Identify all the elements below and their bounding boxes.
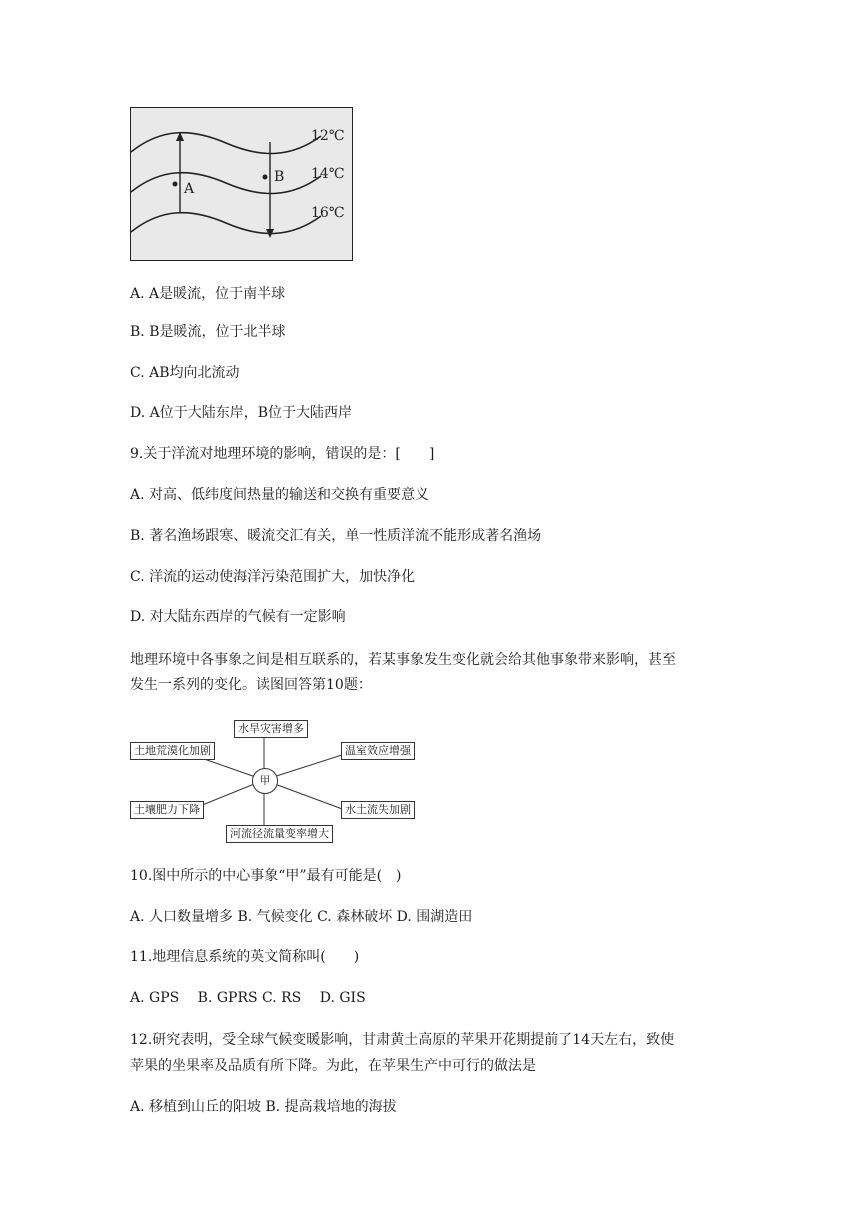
q11-options: A. GPS B. GPRS C. RS D. GIS	[130, 990, 366, 1006]
box-lower-left: 土壤肥力下降	[130, 801, 204, 819]
q9-option-a: A. 对高、低纬度间热量的输送和交换有重要意义	[130, 487, 430, 503]
q9-stem: 9.关于洋流对地理环境的影响，错误的是：[ ]	[130, 446, 435, 462]
isotherm-14	[131, 173, 321, 194]
isotherm-16	[131, 213, 321, 234]
point-b-label: B	[274, 169, 285, 185]
q12-stem-line-1: 12.研究表明，受全球气候变暖影响，甘肃黄土高原的苹果开花期提前了14天左右，致使	[130, 1032, 675, 1048]
point-a-label: A	[184, 181, 195, 197]
q12-options: A. 移植到山丘的阳坡 B. 提高栽培地的海拔	[130, 1099, 397, 1115]
q9-option-c: C. 洋流的运动使海洋污染范围扩大，加快净化	[130, 569, 416, 585]
box-upper-right: 温室效应增强	[341, 742, 415, 760]
q10-stem: 10.图中所示的中心事象“甲”最有可能是( )	[130, 868, 402, 884]
box-lower-right: 水土流失加剧	[341, 801, 415, 819]
q8-option-c: C. AB均向北流动	[130, 365, 240, 381]
q10-options: A. 人口数量增多 B. 气候变化 C. 森林破坏 D. 围湖造田	[130, 909, 473, 925]
q9-option-b: B. 著名渔场跟寒、暖流交汇有关，单一性质洋流不能形成著名渔场	[130, 528, 542, 544]
q11-stem: 11.地理信息系统的英文简称叫( )	[130, 949, 360, 965]
q8-option-a: A. A是暖流，位于南半球	[130, 286, 286, 302]
point-a-dot	[173, 182, 178, 187]
isotherm-12-label: 12℃	[311, 128, 345, 144]
point-b-dot	[263, 175, 268, 180]
q8-option-d: D. A位于大陆东岸，B位于大陆西岸	[130, 405, 353, 421]
center-node: 甲	[252, 768, 278, 794]
box-bottom: 河流径流量变率增大	[226, 825, 333, 843]
radial-diagram	[130, 716, 430, 846]
box-top: 水旱灾害增多	[234, 720, 308, 738]
isotherm-12	[131, 133, 321, 154]
q8-option-b: B. B是暖流，位于北半球	[130, 324, 286, 340]
intro-line-1: 地理环境中各事象之间是相互联系的，若某事象发生变化就会给其他事象带来影响，甚至	[130, 652, 676, 668]
q12-stem-line-2: 苹果的坐果率及品质有所下降。为此，在苹果生产中可行的做法是	[130, 1058, 536, 1074]
q9-option-d: D. 对大陆东西岸的气候有一定影响	[130, 609, 346, 625]
intro-line-2: 发生一系列的变化。读图回答第10题：	[130, 677, 372, 693]
box-upper-left: 土地荒漠化加剧	[130, 742, 215, 760]
isotherm-16-label: 16℃	[311, 205, 345, 221]
isotherm-14-label: 14℃	[311, 166, 345, 182]
isotherm-figure	[130, 107, 353, 261]
